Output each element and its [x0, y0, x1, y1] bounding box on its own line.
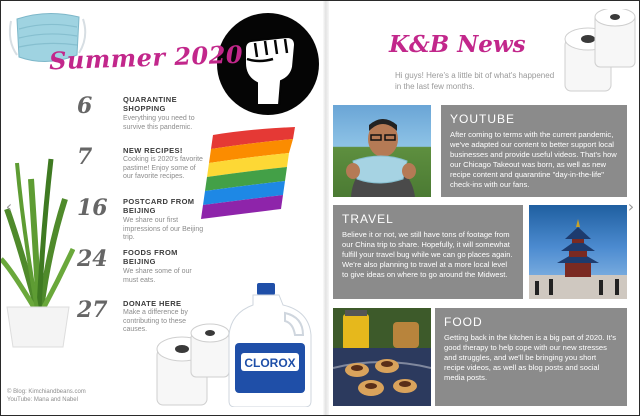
item-title: POSTCARD FROM BEIJING	[123, 197, 195, 215]
page-number: 27	[77, 297, 108, 323]
credit-youtube: YouTube: Mana and Nabel	[7, 396, 78, 403]
contents-item[interactable]	[77, 93, 207, 144]
item-title: NEW RECIPES!	[123, 146, 183, 155]
item-description: Everything you need to survive this pandemic.	[123, 115, 195, 131]
news-title: K&B News	[389, 31, 526, 58]
contents-item[interactable]	[77, 144, 207, 195]
bleach-label: CLOROX	[244, 356, 296, 370]
chevron-right-icon[interactable]: ›	[627, 197, 635, 216]
credit-blog: © Blog: Kimchiandbeans.com	[7, 389, 86, 395]
food-heading: FOOD	[444, 315, 483, 329]
item-title: DONATE HERE	[123, 299, 182, 308]
potted-plant-image	[1, 139, 75, 349]
item-title: FOODS FROM BEIJING	[123, 248, 178, 266]
youtube-heading: YOUTUBE	[450, 112, 516, 126]
youtube-photo	[333, 105, 431, 197]
chevron-left-icon[interactable]: ‹	[5, 197, 13, 216]
youtube-section	[441, 105, 627, 197]
page-number: 6	[77, 93, 93, 119]
item-description: We share some of our must eats.	[123, 268, 192, 284]
item-description: We share our first impressions of our Beijing trip.	[123, 217, 204, 242]
page-number: 16	[77, 195, 108, 221]
credit-block	[7, 389, 86, 404]
issue-title: Summer 2020	[48, 39, 244, 76]
bleach-bottle-image	[223, 283, 315, 407]
toilet-paper-image	[151, 323, 233, 411]
travel-section	[333, 205, 523, 299]
food-section	[435, 308, 627, 406]
contents-item[interactable]	[77, 246, 207, 297]
travel-photo	[529, 205, 627, 299]
page-number: 7	[77, 144, 93, 170]
travel-heading: TRAVEL	[342, 212, 394, 226]
food-text: Getting back in the kitchen is a big part of 2020. It's good therapy to help cope with our new stresses and struggles, and we'll be bringing you short recipe videos, as well as blog posts and social media posts.	[444, 333, 616, 382]
page-gutter	[323, 1, 329, 416]
item-title: QUARANTINE SHOPPING	[123, 95, 177, 113]
rainbow-pride-flag-image	[199, 127, 303, 221]
item-description: Cooking is 2020's favorite pastime! Enjoy some of our favorite recipes.	[123, 156, 203, 181]
item-description: Make a difference by contributing to these causes.	[123, 309, 188, 334]
contents-list	[77, 93, 207, 348]
toilet-paper-image	[561, 9, 637, 97]
news-subtitle: Hi guys! Here's a little bit of what's happened in the last few months.	[395, 71, 555, 91]
travel-text: Believe it or not, we still have tons of footage from our China trip to share. Hopefully, it will somewhat fulfill your travel bug while we can go places again. We're also planning to travel at a more local level to give ideas on where to go around the Midwest.	[342, 230, 513, 279]
page-number: 24	[77, 246, 108, 272]
contents-item[interactable]	[77, 195, 207, 246]
food-photo	[333, 308, 431, 406]
youtube-text: After coming to terms with the current pandemic, we've adapted our content to better support local businesses and provide useful videos. That's how our Chicago Takeout was born, as well as new recipe content and quarantine "day-in-the-life" check-ins with our fans.	[450, 130, 617, 189]
